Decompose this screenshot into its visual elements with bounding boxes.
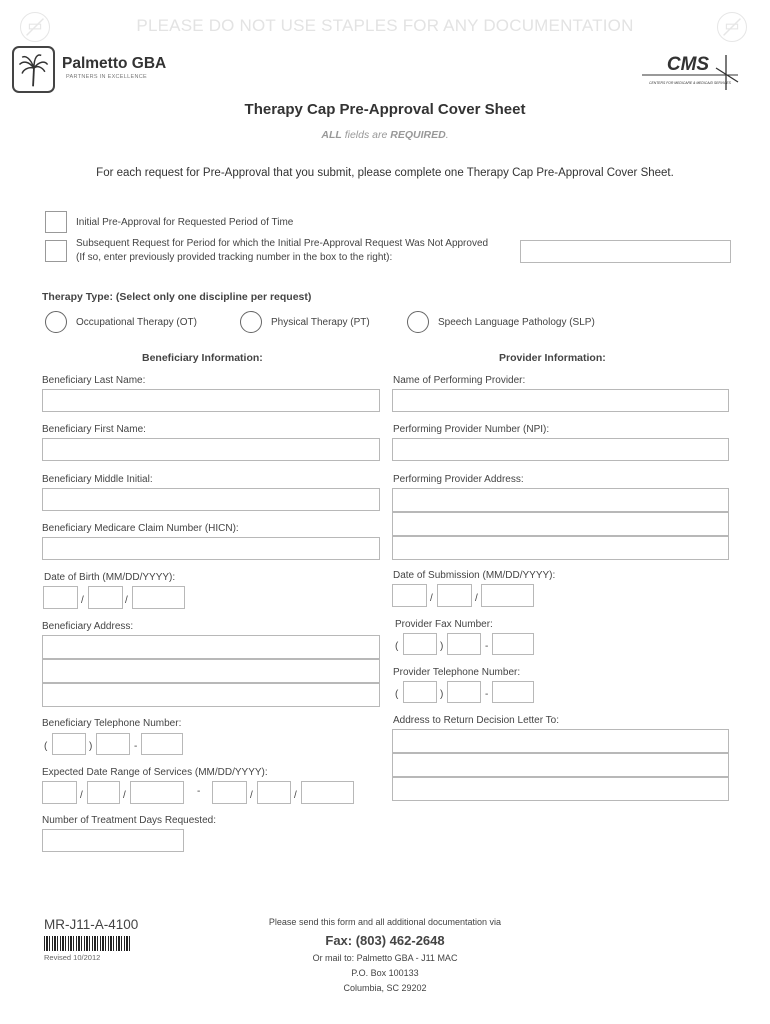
- dob-month-field[interactable]: [43, 586, 78, 609]
- cms-logo-subtitle: CENTERS FOR MEDICARE & MEDICAID SERVICES: [649, 81, 731, 85]
- provider-name-label: Name of Performing Provider:: [393, 375, 526, 386]
- no-staple-icon: [20, 12, 50, 42]
- footer-city: Columbia, SC 29202: [343, 983, 427, 993]
- dob-day-field[interactable]: [88, 586, 123, 609]
- return-address-line-1[interactable]: [392, 729, 729, 753]
- provider-address-line-1[interactable]: [392, 488, 729, 512]
- beneficiary-phone-area-code[interactable]: [52, 733, 86, 755]
- beneficiary-phone-line[interactable]: [141, 733, 183, 755]
- required-note-required: REQUIRED: [390, 129, 446, 141]
- palmetto-logo-tagline: PARTNERS IN EXCELLENCE: [66, 74, 147, 80]
- paren-close: ): [440, 641, 444, 652]
- beneficiary-address-line-2[interactable]: [42, 659, 380, 683]
- start-month-field[interactable]: [42, 781, 77, 804]
- barcode: [44, 936, 132, 951]
- beneficiary-phone-prefix[interactable]: [96, 733, 130, 755]
- provider-phone-area-code[interactable]: [403, 681, 437, 703]
- paren-close: ): [89, 741, 93, 752]
- paren-open: (: [395, 689, 399, 700]
- beneficiary-address-line-1[interactable]: [42, 635, 380, 659]
- subsequent-request-label: Subsequent Request for Period for which the Initial Pre-Approval Request Was Not Approved: [76, 238, 489, 249]
- paren-close: ): [440, 689, 444, 700]
- provider-fax-label: Provider Fax Number:: [395, 619, 493, 630]
- slash-separator: /: [81, 595, 84, 606]
- date-range-label: Expected Date Range of Services (MM/DD/YYYY):: [42, 767, 268, 778]
- instructions-text: For each request for Pre-Approval that you submit, please complete one Therapy Cap Pre-Approval Cover Sheet.: [96, 167, 674, 179]
- subsequent-request-checkbox[interactable]: [45, 240, 67, 262]
- provider-address-label: Performing Provider Address:: [393, 474, 524, 485]
- required-note-mid: fields are: [341, 129, 391, 141]
- dash-separator: -: [485, 689, 489, 700]
- submission-day-field[interactable]: [437, 584, 472, 607]
- provider-telephone-label: Provider Telephone Number:: [393, 667, 521, 678]
- end-day-field[interactable]: [257, 781, 291, 804]
- beneficiary-address-label: Beneficiary Address:: [42, 621, 134, 632]
- tracking-number-field[interactable]: [520, 240, 731, 263]
- provider-phone-prefix[interactable]: [447, 681, 481, 703]
- palmetto-logo-name: Palmetto GBA: [62, 55, 167, 72]
- start-day-field[interactable]: [87, 781, 120, 804]
- beneficiary-first-name-label: Beneficiary First Name:: [42, 424, 146, 435]
- palmetto-tree-icon: [12, 46, 55, 93]
- page-title: Therapy Cap Pre-Approval Cover Sheet: [244, 101, 526, 118]
- required-note-all: ALL: [321, 129, 342, 141]
- beneficiary-last-name-label: Beneficiary Last Name:: [42, 375, 146, 386]
- staples-warning-banner: PLEASE DO NOT USE STAPLES FOR ANY DOCUMENTATION: [136, 16, 634, 35]
- beneficiary-heading: Beneficiary Information:: [142, 352, 263, 364]
- submission-date-label: Date of Submission (MM/DD/YYYY):: [393, 570, 556, 581]
- therapy-ot-radio[interactable]: [45, 311, 67, 333]
- provider-phone-line[interactable]: [492, 681, 534, 703]
- slash-separator: /: [430, 593, 433, 604]
- dob-label: Date of Birth (MM/DD/YYYY):: [44, 572, 176, 583]
- beneficiary-middle-initial-field[interactable]: [42, 488, 380, 511]
- end-month-field[interactable]: [212, 781, 247, 804]
- subsequent-request-note: (If so, enter previously provided tracking number in the box to the right):: [76, 252, 393, 263]
- footer-mail-line: Or mail to: Palmetto GBA - J11 MAC: [312, 953, 458, 963]
- slash-separator: /: [125, 595, 128, 606]
- therapy-ot-label: Occupational Therapy (OT): [76, 317, 197, 328]
- footer-send-line: Please send this form and all additional documentation via: [268, 917, 502, 927]
- cms-logo: [640, 50, 740, 92]
- dob-year-field[interactable]: [132, 586, 185, 609]
- dash-separator: -: [485, 641, 489, 652]
- form-code: MR-J11-A-4100: [44, 917, 139, 932]
- provider-npi-label: Performing Provider Number (NPI):: [393, 424, 550, 435]
- therapy-type-heading: Therapy Type: (Select only one discipline per request): [42, 291, 312, 303]
- required-note: [0, 129, 770, 141]
- beneficiary-hicn-label: Beneficiary Medicare Claim Number (HICN):: [42, 523, 239, 534]
- provider-fax-area-code[interactable]: [403, 633, 437, 655]
- provider-address-line-2[interactable]: [392, 512, 729, 536]
- provider-fax-prefix[interactable]: [447, 633, 481, 655]
- return-address-line-2[interactable]: [392, 753, 729, 777]
- slash-separator: /: [123, 790, 126, 801]
- submission-year-field[interactable]: [481, 584, 534, 607]
- slash-separator: /: [80, 790, 83, 801]
- cms-logo-name: CMS: [666, 54, 710, 75]
- beneficiary-first-name-field[interactable]: [42, 438, 380, 461]
- provider-npi-field[interactable]: [392, 438, 729, 461]
- therapy-pt-label: Physical Therapy (PT): [271, 317, 370, 328]
- range-dash: -: [197, 786, 201, 797]
- treatment-days-field[interactable]: [42, 829, 184, 852]
- beneficiary-hicn-field[interactable]: [42, 537, 380, 560]
- therapy-slp-radio[interactable]: [407, 311, 429, 333]
- beneficiary-last-name-field[interactable]: [42, 389, 380, 412]
- footer-fax-number: Fax: (803) 462-2648: [325, 933, 445, 948]
- beneficiary-middle-initial-label: Beneficiary Middle Initial:: [42, 474, 153, 485]
- initial-request-label: Initial Pre-Approval for Requested Period of Time: [76, 217, 294, 228]
- slash-separator: /: [294, 790, 297, 801]
- provider-heading: Provider Information:: [499, 352, 606, 364]
- initial-request-checkbox[interactable]: [45, 211, 67, 233]
- slash-separator: /: [475, 593, 478, 604]
- return-address-label: Address to Return Decision Letter To:: [393, 715, 560, 726]
- therapy-pt-radio[interactable]: [240, 311, 262, 333]
- paren-open: (: [44, 741, 48, 752]
- beneficiary-telephone-label: Beneficiary Telephone Number:: [42, 718, 182, 729]
- return-address-line-3[interactable]: [392, 777, 729, 801]
- treatment-days-label: Number of Treatment Days Requested:: [42, 815, 216, 826]
- beneficiary-address-line-3[interactable]: [42, 683, 380, 707]
- provider-address-line-3[interactable]: [392, 536, 729, 560]
- revised-date: Revised 10/2012: [44, 953, 101, 962]
- start-year-field[interactable]: [130, 781, 184, 804]
- submission-month-field[interactable]: [392, 584, 427, 607]
- paren-open: (: [395, 641, 399, 652]
- therapy-slp-label: Speech Language Pathology (SLP): [438, 317, 595, 328]
- required-note-end: .: [445, 129, 449, 141]
- footer-po-box: P.O. Box 100133: [351, 968, 419, 978]
- end-year-field[interactable]: [301, 781, 354, 804]
- slash-separator: /: [250, 790, 253, 801]
- provider-fax-line[interactable]: [492, 633, 534, 655]
- dash-separator: -: [134, 741, 138, 752]
- no-staple-icon: [717, 12, 747, 42]
- provider-name-field[interactable]: [392, 389, 729, 412]
